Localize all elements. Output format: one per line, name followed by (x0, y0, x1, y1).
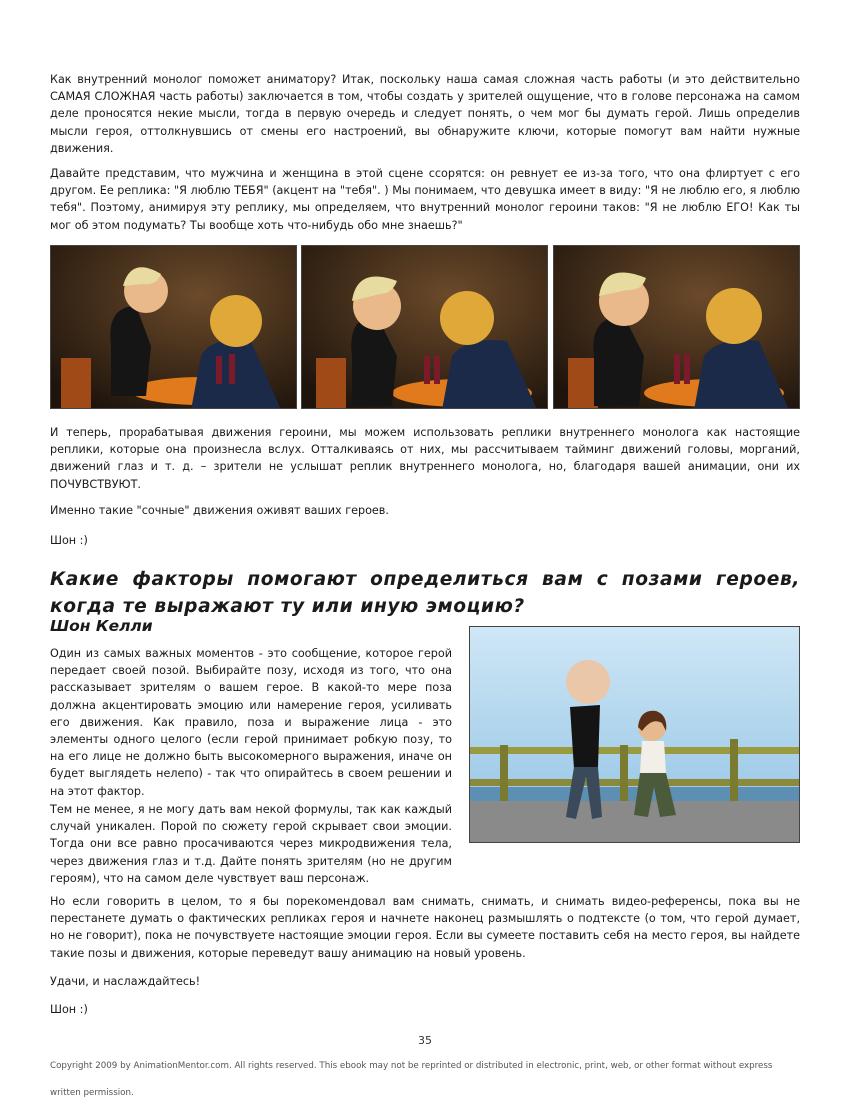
signature-2: Шон :) (50, 1003, 88, 1016)
author-name: Шон Келли (50, 617, 153, 635)
animation-frame-3 (553, 245, 800, 409)
juicy-paragraph: Именно такие "сочные" движения оживят ваших героев. (50, 504, 389, 517)
page-number: 35 (418, 1034, 432, 1047)
animation-frame-1 (50, 245, 297, 409)
pose-paragraph: Один из самых важных моментов - это сообщение, которое герой передает своей позой. Выбирайте позу, исходя из того, что она рассказывает зрителям о вашем герое. В какой-то мере поза должна акцентировать эмоцию или намерение героя, усиливать его движения. Как правило, поза и выражение лица - это элементы одного целого (если герой принимает робкую позу, то на его лице не должно быть высокомерного выражения, иначе он будет выглядеть нелепо) - так что опирайтесь в своем решении и на этот фактор. (50, 647, 452, 798)
reference-paragraph: Но если говорить в целом, то я бы порекомендовал вам снимать, снимать, и снимать видео-референсы, пока вы не перестанете думать о фактических репликах героя и начнете наконец размышлять о подтексте (о том, что герой думает, но не говорит), пока не почувствуете настоящие эмоции героя. Если вы сумеете поставить себя на место героя, вы найдете такие позы и движения, которые переведут вашу анимацию на новый уровень. (50, 895, 800, 960)
copyright-notice: Copyright 2009 by AnimationMentor.com. All rights reserved. This ebook may not be reprinted or distributed in electronic, print, web, or other format without express written permission. (50, 1061, 773, 1098)
pier-scene-image (469, 626, 800, 843)
scene-paragraph: Давайте представим, что мужчина и женщина в этой сцене ссорятся: он ревнует ее из-за того, что она флиртует с его другом. Ее реплика: "Я люблю ТЕБЯ" (акцент на "тебя". ) Мы понимаем, что девушка имеет в виду: "Я не люблю его, я люблю тебя". Поэтому, анимируя эту реплику, мы определяем, что внутренний монолог героини таков: "Я не люблю ЕГО! Как ты мог об этом подумать? Ты вообще хоть что-нибудь обо мне знаешь?" (50, 167, 800, 232)
monologue-paragraph: И теперь, прорабатывая движения героини, мы можем использовать реплики внутреннего монолога как настоящие реплики, которые она произнесла вслух. Отталкиваясь от них, мы рассчитываем тайминг движений головы, морганий, движений глаз и т. д. – зрители не услышат реплик внутреннего монолога, но, благодаря вашей анимации, они их ПОЧУВСТВУЮТ. (50, 426, 800, 491)
good-luck: Удачи, и наслаждайтесь! (50, 975, 201, 988)
section-heading: Какие факторы помогают определиться вам с позами героев, когда те выражают ту или иную эмоцию? (50, 569, 800, 617)
intro-paragraph: Как внутренний монолог поможет аниматору? Итак, поскольку наша самая сложная часть работы (и это действительно САМАЯ СЛОЖНАЯ часть работы) заключается в том, чтобы создать у зрителей ощущение, что в голове персонажа на самом деле проносятся некие мысли, тогда в первую очередь и следует понять, о чем мог бы думать герой. Лишь определив мысли героя, оттолкнувшись от смены его настроений, вы обнаружите ключи, которые помогут вам найти нужные движения. (50, 73, 800, 155)
animation-frame-2 (301, 245, 548, 409)
signature-1: Шон :) (50, 534, 88, 547)
formula-paragraph: Тем не менее, я не могу дать вам некой формулы, так как каждый случай уникален. Порой по сюжету герой скрывает свои эмоции. Тогда они все равно просачиваются через микродвижения тела, через движения глаз и т.д. Дайте понять зрителям (но не другим героям), что на самом деле чувствует ваш персонаж. (50, 803, 452, 885)
